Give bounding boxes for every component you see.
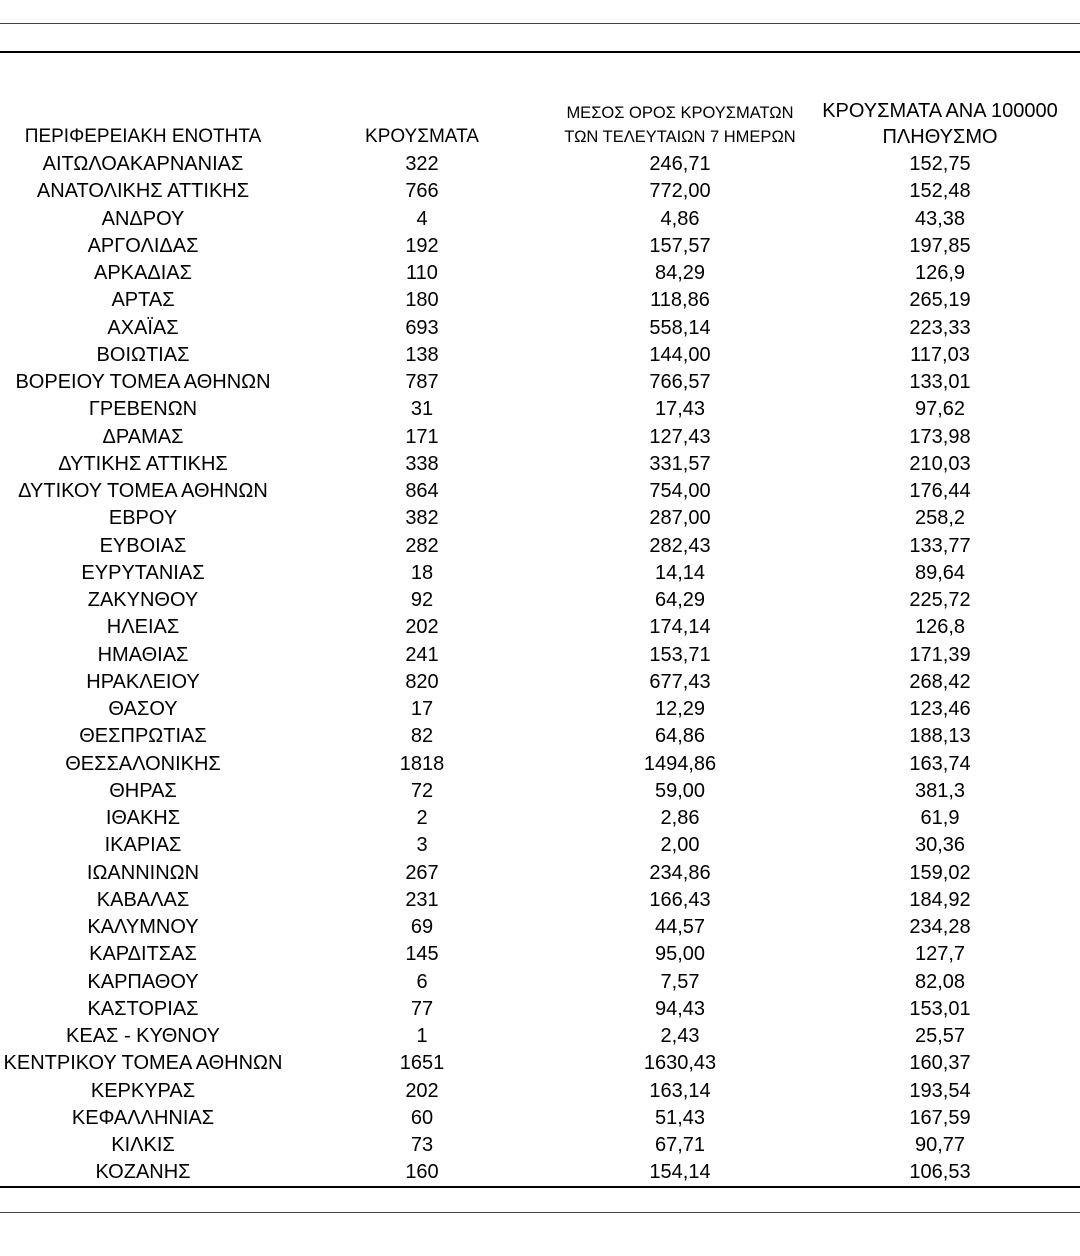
cell-cases: 6 (416, 970, 428, 993)
cell-avg7: 2,86 (660, 807, 700, 829)
table-row (0, 369, 1080, 396)
cell-cases: 202 (405, 616, 439, 639)
table-row (0, 233, 1080, 260)
cell-cases: 73 (410, 1134, 434, 1156)
cell-cases: 1818 (399, 752, 445, 775)
cell-avg7: 64,29 (654, 589, 706, 611)
table-row (0, 151, 1080, 178)
cell-per100k: 152,75 (909, 153, 971, 175)
cell-avg7: 153,71 (649, 643, 711, 666)
cell-cases: 82 (410, 725, 434, 748)
cell-avg7: 558,14 (649, 316, 711, 339)
cell-cases: 693 (405, 316, 439, 339)
cell-cases: 69 (410, 916, 434, 938)
cell-region: ΗΡΑΚΛΕΙΟΥ (86, 670, 200, 693)
table-row (0, 1105, 1080, 1132)
cell-cases: 282 (405, 534, 439, 557)
cell-per100k: 106,53 (909, 1161, 971, 1184)
cell-cases: 231 (405, 888, 439, 911)
table-row (0, 696, 1080, 723)
cell-region: ΑΡΤΑΣ (111, 289, 175, 312)
cell-avg7: 754,00 (649, 480, 711, 502)
cell-per100k: 61,9 (920, 807, 960, 829)
cell-per100k: 188,13 (909, 725, 971, 748)
cell-per100k: 210,03 (909, 452, 971, 475)
cell-per100k: 117,03 (910, 343, 970, 366)
cell-avg7: 772,00 (649, 180, 711, 203)
cell-avg7: 59,00 (654, 779, 706, 802)
cell-avg7: 2,43 (660, 1025, 700, 1047)
table-row (0, 832, 1080, 859)
table-row (0, 996, 1080, 1023)
header-per100k (805, 98, 1075, 150)
cell-per100k: 30,36 (914, 834, 966, 857)
header-per100k-line2: ΠΛΗΘΥΣΜΟ (882, 126, 998, 148)
cell-per100k: 184,92 (909, 888, 971, 911)
table-row (0, 805, 1080, 832)
cell-per100k: 258,2 (914, 507, 966, 530)
cell-region: ΔΡΑΜΑΣ (102, 425, 184, 448)
cell-per100k: 268,42 (909, 670, 971, 693)
top-divider-thin (0, 23, 1080, 24)
cell-avg7: 4,86 (660, 207, 700, 230)
cell-region: ΒΟΡΕΙΟΥ ΤΟΜΕΑ ΑΘΗΝΩΝ (15, 371, 271, 393)
cell-region: ΚΑΡΔΙΤΣΑΣ (89, 943, 197, 966)
table-row (0, 287, 1080, 314)
cell-avg7: 154,14 (649, 1161, 711, 1184)
cell-region: ΙΩΑΝΝΙΝΩΝ (86, 861, 200, 884)
cell-region: ΒΟΙΩΤΙΑΣ (96, 343, 190, 366)
cell-per100k: 133,01 (909, 371, 971, 393)
cell-avg7: 166,43 (649, 888, 711, 911)
table-row (0, 1132, 1080, 1159)
cell-avg7: 127,43 (649, 425, 711, 448)
table-row (0, 424, 1080, 451)
cell-cases: 77 (410, 997, 434, 1020)
cell-cases: 338 (405, 452, 439, 475)
cell-per100k: 153,01 (909, 997, 971, 1020)
cell-per100k: 126,8 (914, 616, 966, 639)
cell-cases: 17 (410, 698, 434, 720)
table-row (0, 315, 1080, 342)
table-row (0, 1050, 1080, 1077)
cell-avg7: 95,00 (654, 943, 706, 966)
table-row (0, 860, 1080, 887)
cell-cases: 160 (405, 1161, 439, 1184)
cell-per100k: 381,3 (914, 779, 966, 802)
cell-avg7: 174,14 (649, 616, 711, 639)
cell-per100k: 160,37 (909, 1052, 971, 1075)
cell-per100k: 25,57 (914, 1025, 966, 1047)
cell-avg7: 331,57 (649, 452, 711, 475)
cell-region: ΖΑΚΥΝΘΟΥ (87, 589, 199, 611)
cell-per100k: 152,48 (909, 180, 971, 203)
cell-region: ΓΡΕΒΕΝΩΝ (88, 398, 198, 421)
cell-cases: 864 (405, 480, 439, 502)
table-row (0, 969, 1080, 996)
cell-per100k: 163,74 (909, 752, 971, 775)
header-avg7-line2: ΤΩΝ ΤΕΛΕΥΤΑΙΩΝ 7 ΗΜΕΡΩΝ (564, 128, 796, 146)
cell-region: ΘΑΣΟΥ (108, 698, 178, 720)
table-row (0, 914, 1080, 941)
table-row (0, 478, 1080, 505)
cell-region: ΘΕΣΣΑΛΟΝΙΚΗΣ (65, 752, 221, 775)
cell-per100k: 176,44 (909, 480, 971, 502)
cell-region: ΚΕΦΑΛΛΗΝΙΑΣ (71, 1106, 215, 1129)
cell-per100k: 167,59 (909, 1106, 971, 1129)
cell-per100k: 265,19 (909, 289, 971, 312)
bottom-divider-thick (0, 1186, 1080, 1188)
cell-cases: 31 (410, 398, 434, 421)
cell-region: ΑΙΤΩΛΟΑΚΑΡΝΑΝΙΑΣ (42, 153, 244, 175)
cell-per100k: 173,98 (909, 425, 971, 448)
table-row (0, 587, 1080, 614)
cell-region: ΑΝΔΡΟΥ (101, 207, 185, 230)
cell-region: ΚΕΝΤΡΙΚΟΥ ΤΟΜΕΑ ΑΘΗΝΩΝ (3, 1052, 283, 1075)
cell-cases: 4 (416, 207, 428, 230)
cell-cases: 2 (416, 807, 428, 829)
cell-region: ΙΘΑΚΗΣ (105, 807, 181, 829)
cell-cases: 192 (405, 234, 439, 257)
cell-cases: 138 (405, 343, 439, 366)
table-row (0, 396, 1080, 423)
cell-cases: 92 (410, 589, 434, 611)
cell-avg7: 94,43 (654, 997, 706, 1020)
table-row (0, 751, 1080, 778)
cell-region: ΚΑΡΠΑΘΟΥ (87, 970, 199, 993)
cell-per100k: 97,62 (914, 398, 966, 421)
cell-per100k: 126,9 (914, 262, 966, 284)
cell-avg7: 677,43 (649, 670, 711, 693)
header-per100k-line1: ΚΡΟΥΣΜΑΤΑ ΑΝΑ 100000 (822, 100, 1058, 122)
cell-region: ΗΛΕΙΑΣ (106, 616, 180, 639)
cell-cases: 787 (405, 371, 439, 393)
cell-avg7: 67,71 (654, 1134, 706, 1156)
cell-avg7: 282,43 (649, 534, 711, 557)
cell-region: ΕΥΡΥΤΑΝΙΑΣ (81, 561, 205, 584)
header-avg7-line1: ΜΕΣΟΣ ΟΡΟΣ ΚΡΟΥΣΜΑΤΩΝ (566, 104, 794, 122)
header-region: ΠΕΡΙΦΕΡΕΙΑΚΗ ΕΝΟΤΗΤΑ (24, 126, 262, 147)
cell-avg7: 2,00 (660, 834, 700, 857)
table-row (0, 178, 1080, 205)
table-row (0, 505, 1080, 532)
cell-avg7: 51,43 (654, 1106, 706, 1129)
cell-region: ΑΡΓΟΛΙΔΑΣ (87, 234, 199, 257)
cell-region: ΔΥΤΙΚΟΥ ΤΟΜΕΑ ΑΘΗΝΩΝ (18, 480, 268, 502)
cell-cases: 1 (416, 1025, 428, 1047)
cell-cases: 72 (410, 779, 434, 802)
cell-avg7: 84,29 (654, 262, 706, 284)
cell-per100k: 197,85 (909, 234, 971, 257)
cell-region: ΘΕΣΠΡΩΤΙΑΣ (79, 725, 207, 748)
table-row (0, 560, 1080, 587)
cell-per100k: 43,38 (914, 207, 966, 230)
cell-region: ΚΑΒΑΛΑΣ (96, 888, 190, 911)
cell-avg7: 17,43 (654, 398, 706, 421)
cell-region: ΕΥΒΟΙΑΣ (99, 534, 187, 557)
cell-cases: 322 (405, 153, 439, 175)
cell-cases: 1651 (399, 1052, 445, 1075)
cell-per100k: 159,02 (909, 861, 971, 884)
table-row (0, 206, 1080, 233)
cell-per100k: 223,33 (909, 316, 971, 339)
table-row (0, 451, 1080, 478)
cell-avg7: 163,14 (649, 1079, 711, 1102)
cell-per100k: 193,54 (909, 1079, 971, 1102)
cell-per100k: 82,08 (914, 970, 966, 993)
cell-region: ΚΑΣΤΟΡΙΑΣ (87, 997, 199, 1020)
table-row (0, 260, 1080, 287)
table-row (0, 614, 1080, 641)
cell-per100k: 89,64 (914, 561, 966, 584)
cell-per100k: 234,28 (909, 916, 971, 938)
cell-per100k: 123,46 (909, 698, 971, 720)
table-row (0, 887, 1080, 914)
cell-avg7: 144,00 (649, 343, 711, 366)
cell-cases: 145 (405, 943, 439, 966)
cell-per100k: 90,77 (914, 1134, 966, 1156)
cell-per100k: 127,7 (914, 943, 966, 966)
cell-avg7: 1494,86 (643, 752, 717, 775)
cell-avg7: 14,14 (654, 561, 706, 584)
cell-avg7: 12,29 (654, 698, 706, 720)
table-body (0, 151, 1080, 1187)
cell-cases: 382 (405, 507, 439, 530)
table-row (0, 533, 1080, 560)
cell-cases: 3 (416, 834, 428, 857)
cell-cases: 110 (406, 262, 438, 284)
cell-region: ΘΗΡΑΣ (109, 779, 177, 802)
header-cases: ΚΡΟΥΣΜΑΤΑ (365, 126, 479, 147)
table-row (0, 778, 1080, 805)
table-row (0, 642, 1080, 669)
cell-avg7: 234,86 (649, 861, 711, 884)
cell-cases: 766 (405, 180, 439, 203)
cell-avg7: 44,57 (654, 916, 706, 938)
cell-region: ΙΚΑΡΙΑΣ (104, 834, 182, 857)
cell-cases: 202 (405, 1079, 439, 1102)
table-row (0, 723, 1080, 750)
table-row (0, 669, 1080, 696)
cell-avg7: 766,57 (649, 371, 711, 393)
cell-cases: 60 (410, 1106, 434, 1129)
cell-cases: 18 (410, 561, 434, 584)
bottom-divider-thin (0, 1212, 1080, 1213)
cell-avg7: 246,71 (649, 153, 711, 175)
cell-cases: 180 (405, 289, 439, 312)
top-divider-thick (0, 51, 1080, 53)
cell-region: ΚΟΖΑΝΗΣ (95, 1161, 191, 1184)
table-row (0, 1159, 1080, 1186)
header-avg7 (555, 101, 805, 149)
table-row (0, 941, 1080, 968)
cell-region: ΚΙΛΚΙΣ (111, 1134, 175, 1156)
table-row (0, 342, 1080, 369)
cell-per100k: 171,39 (909, 643, 971, 666)
cell-region: ΚΕΡΚΥΡΑΣ (90, 1079, 196, 1102)
cell-avg7: 157,57 (649, 234, 711, 257)
cell-region: ΕΒΡΟΥ (108, 507, 178, 530)
cell-avg7: 64,86 (654, 725, 706, 748)
cell-region: ΚΑΛΥΜΝΟΥ (87, 916, 199, 938)
cell-cases: 241 (405, 643, 439, 666)
cell-per100k: 133,77 (909, 534, 971, 557)
cell-per100k: 225,72 (909, 589, 971, 611)
cell-region: ΚΕΑΣ - ΚΥΘΝΟΥ (66, 1025, 220, 1047)
cell-region: ΔΥΤΙΚΗΣ ΑΤΤΙΚΗΣ (58, 452, 228, 475)
table-row (0, 1078, 1080, 1105)
cell-cases: 267 (405, 861, 439, 884)
table-row (0, 1023, 1080, 1050)
cell-region: ΑΧΑΪΑΣ (107, 316, 179, 339)
cell-cases: 820 (405, 670, 439, 693)
cell-region: ΑΡΚΑΔΙΑΣ (94, 262, 192, 284)
cell-avg7: 7,57 (660, 970, 700, 993)
cell-avg7: 1630,43 (643, 1052, 717, 1075)
cell-region: ΗΜΑΘΙΑΣ (97, 643, 189, 666)
cell-avg7: 287,00 (649, 507, 711, 530)
cell-avg7: 118,86 (650, 289, 710, 312)
cell-cases: 171 (405, 425, 439, 448)
cell-region: ΑΝΑΤΟΛΙΚΗΣ ΑΤΤΙΚΗΣ (36, 180, 250, 203)
